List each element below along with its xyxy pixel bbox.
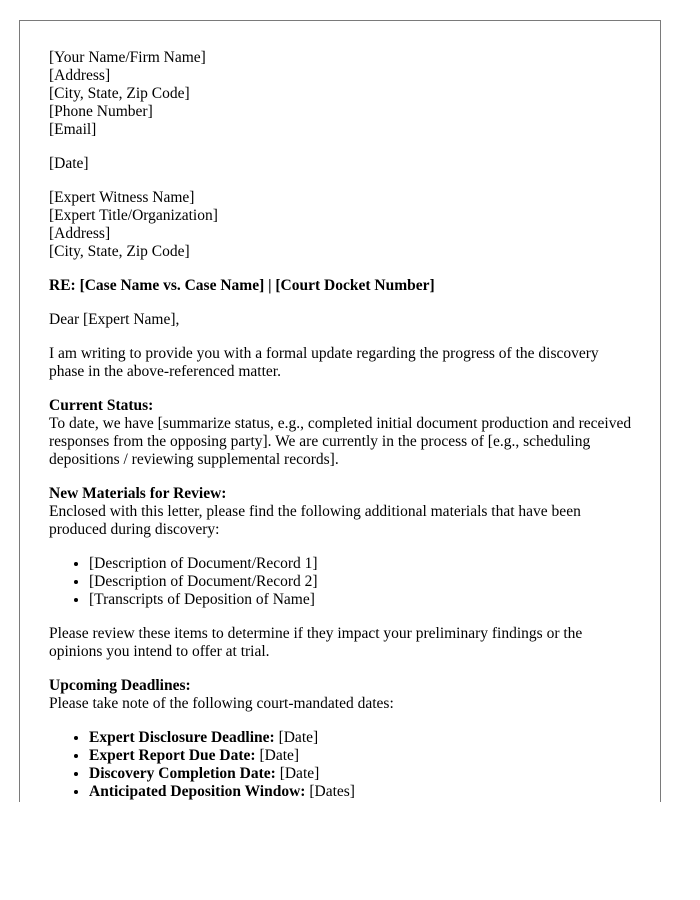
deadlines-heading: Upcoming Deadlines: (49, 677, 191, 694)
materials-list (49, 555, 634, 609)
list-item: • [Transcripts of Deposition of Name] (89, 591, 634, 609)
letter-content (49, 49, 634, 802)
deadline-value: [Date] (255, 747, 300, 764)
recipient-title: [Expert Title/Organization] (49, 207, 218, 224)
list-item (89, 783, 634, 801)
deadline-label: Discovery Completion Date: (89, 765, 276, 782)
current-status-heading: Current Status: (49, 397, 154, 414)
deadline-value: [Date] (275, 765, 320, 782)
re-line: RE: [Case Name vs. Case Name] | [Court Docket Number] (49, 277, 435, 294)
list-item: • [Description of Document/Record 2] (89, 573, 634, 591)
current-status-section (49, 397, 634, 469)
sender-name: [Your Name/Firm Name] (49, 49, 206, 66)
deadline-value: [Dates] (305, 783, 355, 800)
deadline-label: Expert Disclosure Deadline: (89, 729, 275, 746)
review-note: Please review these items to determine if they impact your preliminary findings or the opinions you intend to offer at trial. (49, 625, 583, 660)
sender-email: [Email] (49, 121, 97, 138)
letter-date: [Date] (49, 155, 89, 172)
deadlines-section (49, 677, 634, 713)
deadline-value: [Date] (274, 729, 319, 746)
deadlines-text: Please take note of the following court-mandated dates: (49, 695, 394, 712)
sender-address: [Address] (49, 67, 111, 84)
intro-paragraph: I am writing to provide you with a formal update regarding the progress of the discovery phase in the above-referenced matter. (49, 345, 599, 380)
list-item: • [Description of Document/Record 1] (89, 555, 634, 573)
sender-phone: [Phone Number] (49, 103, 153, 120)
list-item (89, 747, 634, 765)
deadline-label: Expert Report Due Date: (89, 747, 256, 764)
new-materials-heading: New Materials for Review: (49, 485, 227, 502)
recipient-block (49, 189, 634, 261)
deadlines-list (49, 729, 634, 801)
recipient-city: [City, State, Zip Code] (49, 243, 190, 260)
recipient-address: [Address] (49, 225, 111, 242)
sender-city: [City, State, Zip Code] (49, 85, 190, 102)
letter-page (19, 20, 661, 802)
sender-block (49, 49, 634, 139)
list-item (89, 765, 634, 783)
new-materials-section (49, 485, 634, 539)
current-status-text: To date, we have [summarize status, e.g., completed initial document production and received responses from the opposing party]. We are currently in the process of [e.g., scheduling depositions / reviewing supplemental records]. (49, 415, 632, 468)
salutation: Dear [Expert Name], (49, 311, 180, 328)
list-item (89, 729, 634, 747)
recipient-name: [Expert Witness Name] (49, 189, 195, 206)
new-materials-text: Enclosed with this letter, please find the following additional materials that have been produced during discovery: (49, 503, 581, 538)
deadline-label: Anticipated Deposition Window: (89, 783, 306, 800)
